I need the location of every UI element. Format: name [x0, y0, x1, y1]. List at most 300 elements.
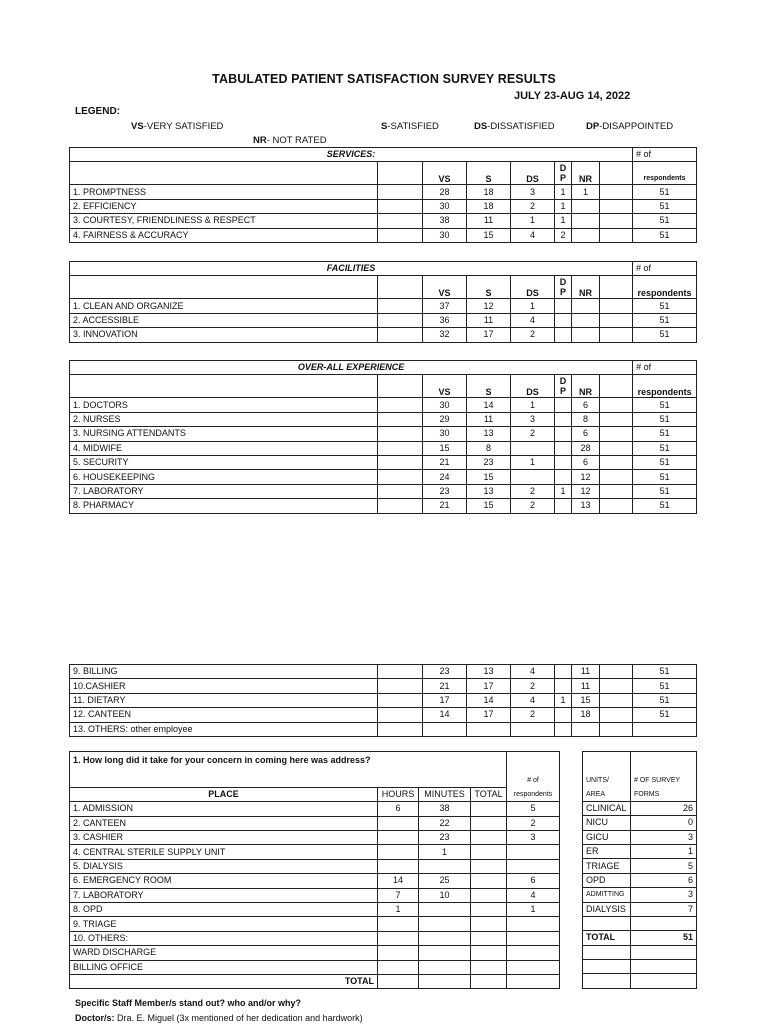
wait-count-bottom: respondents — [507, 787, 560, 801]
dp-value — [555, 665, 572, 679]
s-value: 18 — [467, 185, 511, 199]
unit-name: GICU — [583, 830, 631, 844]
ds-value: 2 — [511, 427, 555, 441]
vs-value: 32 — [423, 328, 467, 342]
minutes-value — [419, 859, 471, 873]
col-s: S — [467, 276, 511, 299]
dp-value — [555, 708, 572, 722]
place-header: PLACE — [70, 787, 378, 801]
survey-forms-value: 51 — [631, 931, 697, 945]
dp-value: 1 — [555, 185, 572, 199]
ds-value: 2 — [511, 679, 555, 693]
place-name: 3. CASHIER — [70, 831, 378, 845]
nr-value: 12 — [572, 470, 600, 484]
s-value: 17 — [467, 679, 511, 693]
unit-name: DIALYSIS — [583, 902, 631, 916]
table-row — [70, 888, 560, 902]
table-row — [70, 679, 697, 693]
col-ds: DS — [511, 162, 555, 185]
row-label: 3. COURTESY, FRIENDLINESS & RESPECT — [70, 214, 378, 228]
table-row — [70, 441, 697, 455]
col-nr: NR — [572, 375, 600, 398]
table-row — [70, 412, 697, 426]
place-name: 2. CANTEEN — [70, 816, 378, 830]
respondents-value: 51 — [633, 693, 697, 707]
unit-name: OPD — [583, 873, 631, 887]
respondents-value: 51 — [633, 484, 697, 498]
table-row — [583, 888, 697, 902]
s-value: 12 — [467, 299, 511, 313]
spacer-cell — [600, 665, 633, 679]
s-value: 17 — [467, 708, 511, 722]
table-row — [70, 874, 560, 888]
facilities-title: FACILITIES — [70, 262, 633, 276]
row-label: 5. SECURITY — [70, 455, 378, 469]
s-value: 17 — [467, 328, 511, 342]
row-label: 1. PROMPTNESS — [70, 185, 378, 199]
spacer-cell — [600, 679, 633, 693]
respondents-value — [507, 931, 560, 945]
spacer-cell — [600, 470, 633, 484]
vs-value: 30 — [423, 228, 467, 242]
row-label: 3. INNOVATION — [70, 328, 378, 342]
spacer-cell — [600, 328, 633, 342]
table-row — [70, 845, 560, 859]
respondents-value: 51 — [633, 228, 697, 242]
hours-header: HOURS — [378, 787, 419, 801]
s-value: 13 — [467, 665, 511, 679]
nr-value: 6 — [572, 427, 600, 441]
ds-value: 1 — [511, 455, 555, 469]
total-value — [471, 831, 507, 845]
table-row — [583, 931, 697, 945]
respondents-value — [507, 845, 560, 859]
spacer-cell — [378, 299, 423, 313]
forms-header-top: # OF SURVEY — [631, 774, 697, 787]
vs-value: 30 — [423, 199, 467, 213]
vs-value: 30 — [423, 398, 467, 412]
hours-value — [378, 917, 419, 931]
spacer-cell — [600, 722, 633, 736]
hours-value: 14 — [378, 874, 419, 888]
respondents-value: 51 — [633, 214, 697, 228]
spacer-cell — [378, 427, 423, 441]
respondents-value: 51 — [633, 708, 697, 722]
total-value — [471, 816, 507, 830]
col-s: S — [467, 375, 511, 398]
respondents-value: 3 — [507, 831, 560, 845]
table-row — [70, 484, 697, 498]
row-label: 4. MIDWIFE — [70, 441, 378, 455]
dp-value: 1 — [555, 199, 572, 213]
nr-value: 13 — [572, 499, 600, 513]
col-vs: VS — [423, 276, 467, 299]
survey-forms-value: 6 — [631, 873, 697, 887]
hours-value — [378, 960, 419, 974]
table-row — [583, 859, 697, 873]
s-value: 14 — [467, 398, 511, 412]
table-row — [583, 873, 697, 887]
staff-question: Specific Staff Member/s stand out? who and/or why? — [75, 998, 302, 1008]
table-row — [70, 398, 697, 412]
vs-value: 23 — [423, 484, 467, 498]
dp-value — [555, 441, 572, 455]
spacer-cell — [600, 708, 633, 722]
col-count: respondents — [633, 162, 697, 185]
row-label: 1. CLEAN AND ORGANIZE — [70, 299, 378, 313]
vs-value: 23 — [423, 665, 467, 679]
ds-value: 2 — [511, 328, 555, 342]
nr-value: 12 — [572, 484, 600, 498]
s-value: 15 — [467, 470, 511, 484]
respondents-value: 51 — [633, 499, 697, 513]
spacer-cell — [600, 313, 633, 327]
respondents-value: 51 — [633, 299, 697, 313]
minutes-value — [419, 917, 471, 931]
spacer-cell — [378, 398, 423, 412]
total-value — [471, 802, 507, 816]
ds-value: 2 — [511, 199, 555, 213]
nr-value — [572, 228, 600, 242]
nr-value — [572, 199, 600, 213]
place-name: BILLING OFFICE — [70, 960, 378, 974]
table-row — [70, 931, 560, 945]
minutes-value — [419, 931, 471, 945]
spacer-cell — [378, 665, 423, 679]
legend-dp: DP-DISAPPOINTED — [586, 121, 674, 132]
col-vs: VS — [423, 162, 467, 185]
ds-value: 1 — [511, 398, 555, 412]
vs-value — [423, 722, 467, 736]
respondents-value: 4 — [507, 888, 560, 902]
table-row — [70, 427, 697, 441]
total-value — [471, 888, 507, 902]
spacer-cell — [378, 693, 423, 707]
col-vs: VS — [423, 375, 467, 398]
dp-value: 1 — [555, 214, 572, 228]
table-row — [70, 903, 560, 917]
s-value — [467, 722, 511, 736]
total-value — [471, 859, 507, 873]
minutes-value: 23 — [419, 831, 471, 845]
row-label: 7. LABORATORY — [70, 484, 378, 498]
spacer-cell — [378, 484, 423, 498]
vs-value: 21 — [423, 679, 467, 693]
unit-name: NICU — [583, 816, 631, 830]
nr-value: 28 — [572, 441, 600, 455]
s-value: 23 — [467, 455, 511, 469]
table-row — [70, 328, 697, 342]
minutes-value: 25 — [419, 874, 471, 888]
spacer-cell — [600, 427, 633, 441]
s-value: 11 — [467, 412, 511, 426]
respondents-value — [507, 960, 560, 974]
place-name: 9. TRIAGE — [70, 917, 378, 931]
legend-label: LEGEND: — [75, 106, 120, 117]
spacer-cell — [378, 455, 423, 469]
dp-value — [555, 722, 572, 736]
respondents-value: 51 — [633, 328, 697, 342]
ds-value: 4 — [511, 693, 555, 707]
nr-value — [572, 722, 600, 736]
hours-value: 7 — [378, 888, 419, 902]
row-label: 12. CANTEEN — [70, 708, 378, 722]
survey-forms-value: 3 — [631, 830, 697, 844]
respondents-value: 1 — [507, 903, 560, 917]
unit-name: ADMITTING — [583, 888, 631, 902]
count-header-top: # of — [633, 148, 697, 162]
table-row — [70, 228, 697, 242]
dp-value — [555, 412, 572, 426]
survey-forms-value: 3 — [631, 888, 697, 902]
dp-value — [555, 499, 572, 513]
vs-value: 37 — [423, 299, 467, 313]
table-row — [583, 801, 697, 815]
spacer-cell — [600, 441, 633, 455]
respondents-value: 51 — [633, 441, 697, 455]
vs-value: 14 — [423, 708, 467, 722]
table-row — [70, 470, 697, 484]
experience-continued-table — [69, 664, 697, 737]
units-header-top: UNITS/ — [583, 774, 631, 787]
nr-value — [572, 214, 600, 228]
respondents-value: 51 — [633, 455, 697, 469]
nr-value: 11 — [572, 679, 600, 693]
forms-header-bottom: FORMS — [631, 787, 697, 801]
col-nr: NR — [572, 276, 600, 299]
respondents-value: 2 — [507, 816, 560, 830]
total-value — [471, 946, 507, 960]
total-value — [471, 931, 507, 945]
ds-value: 4 — [511, 228, 555, 242]
spacer-cell — [600, 299, 633, 313]
spacer-cell — [378, 708, 423, 722]
s-value: 15 — [467, 228, 511, 242]
hours-value — [378, 831, 419, 845]
table-row — [70, 946, 560, 960]
unit-name: CLINICAL — [583, 801, 631, 815]
s-value: 8 — [467, 441, 511, 455]
col-dp: D P — [555, 375, 572, 398]
vs-value: 21 — [423, 499, 467, 513]
facilities-table — [69, 261, 697, 343]
vs-value: 29 — [423, 412, 467, 426]
table-row — [583, 816, 697, 830]
count-header-top: # of — [633, 262, 697, 276]
row-label: 2. EFFICIENCY — [70, 199, 378, 213]
ds-value: 2 — [511, 484, 555, 498]
place-name: 6. EMERGENCY ROOM — [70, 874, 378, 888]
dp-value — [555, 313, 572, 327]
ds-value: 3 — [511, 412, 555, 426]
respondents-value: 51 — [633, 679, 697, 693]
spacer-cell — [600, 484, 633, 498]
nr-value: 1 — [572, 185, 600, 199]
dp-value — [555, 679, 572, 693]
respondents-value: 51 — [633, 665, 697, 679]
spacer-cell — [378, 199, 423, 213]
table-row — [70, 455, 697, 469]
spacer-cell — [600, 693, 633, 707]
spacer-cell — [378, 328, 423, 342]
row-label: 8. PHARMACY — [70, 499, 378, 513]
s-value: 13 — [467, 484, 511, 498]
table-row — [70, 917, 560, 931]
document-title: TABULATED PATIENT SATISFACTION SURVEY RESULTS — [212, 72, 556, 86]
dp-value — [555, 455, 572, 469]
legend-nr: NR- NOT RATED — [253, 135, 327, 146]
spacer-cell — [600, 228, 633, 242]
row-label: 13. OTHERS: other employee — [70, 722, 378, 736]
table-row — [583, 902, 697, 916]
respondents-value: 51 — [633, 412, 697, 426]
col-dp: D P — [555, 276, 572, 299]
spacer-cell — [378, 722, 423, 736]
table-row — [70, 499, 697, 513]
unit-name: ER — [583, 844, 631, 858]
spacer-cell — [378, 679, 423, 693]
minutes-value: 10 — [419, 888, 471, 902]
minutes-value — [419, 903, 471, 917]
total-value — [471, 874, 507, 888]
dp-value: 2 — [555, 228, 572, 242]
vs-value: 36 — [423, 313, 467, 327]
table-row — [583, 916, 697, 930]
hours-value: 1 — [378, 903, 419, 917]
spacer-cell — [600, 412, 633, 426]
ds-value: 4 — [511, 313, 555, 327]
table-row — [70, 859, 560, 873]
spacer-cell — [378, 499, 423, 513]
table-row — [583, 830, 697, 844]
place-name: 1. ADMISSION — [70, 802, 378, 816]
unit-name: TRIAGE — [583, 859, 631, 873]
spacer-cell — [378, 441, 423, 455]
table-row — [70, 802, 560, 816]
respondents-value: 51 — [633, 185, 697, 199]
dp-value — [555, 328, 572, 342]
nr-value: 15 — [572, 693, 600, 707]
s-value: 14 — [467, 693, 511, 707]
hours-value — [378, 946, 419, 960]
wait-total-label: TOTAL — [70, 974, 378, 988]
wait-count-top: # of — [507, 774, 560, 787]
spacer-cell — [600, 398, 633, 412]
minutes-value: 1 — [419, 845, 471, 859]
respondents-value: 5 — [507, 802, 560, 816]
row-label: 1. DOCTORS — [70, 398, 378, 412]
total-value — [471, 903, 507, 917]
vs-value: 24 — [423, 470, 467, 484]
nr-value: 18 — [572, 708, 600, 722]
respondents-value — [507, 946, 560, 960]
place-name: 7. LABORATORY — [70, 888, 378, 902]
survey-date-range: JULY 23-AUG 14, 2022 — [514, 90, 631, 102]
nr-value — [572, 328, 600, 342]
total-value — [471, 917, 507, 931]
respondents-value — [507, 859, 560, 873]
respondents-value: 51 — [633, 199, 697, 213]
legend-ds: DS-DISSATISFIED — [474, 121, 555, 132]
s-value: 15 — [467, 499, 511, 513]
experience-table — [69, 360, 697, 514]
spacer-cell — [600, 455, 633, 469]
respondents-value: 6 — [507, 874, 560, 888]
col-ds: DS — [511, 375, 555, 398]
table-row — [70, 313, 697, 327]
total-value — [471, 845, 507, 859]
total-header: TOTAL — [471, 787, 507, 801]
table-row — [70, 816, 560, 830]
doctor-note: Doctor/s: Dra. E. Miguel (3x mentioned of her dedication and hardwork) — [75, 1013, 363, 1023]
spacer-cell — [600, 199, 633, 213]
col-count: respondents — [633, 375, 697, 398]
place-name: 5. DIALYSIS — [70, 859, 378, 873]
nr-value: 6 — [572, 455, 600, 469]
units-table — [582, 751, 697, 989]
vs-value: 17 — [423, 693, 467, 707]
minutes-header: MINUTES — [419, 787, 471, 801]
dp-value — [555, 470, 572, 484]
table-row — [70, 214, 697, 228]
unit-name — [583, 916, 631, 930]
table-row — [70, 199, 697, 213]
respondents-value: 51 — [633, 313, 697, 327]
spacer-cell — [378, 185, 423, 199]
count-header-top: # of — [633, 361, 697, 375]
row-label: 4. FAIRNESS & ACCURACY — [70, 228, 378, 242]
hours-value — [378, 845, 419, 859]
vs-value: 30 — [423, 427, 467, 441]
col-nr: NR — [572, 162, 600, 185]
spacer-cell — [600, 185, 633, 199]
col-s: S — [467, 162, 511, 185]
spacer-cell — [378, 412, 423, 426]
table-row — [70, 185, 697, 199]
nr-value: 11 — [572, 665, 600, 679]
spacer-cell — [378, 228, 423, 242]
row-label: 6. HOUSEKEEPING — [70, 470, 378, 484]
table-row — [70, 299, 697, 313]
services-title: SERVICES: — [70, 148, 633, 162]
ds-value — [511, 441, 555, 455]
ds-value: 1 — [511, 299, 555, 313]
hours-value — [378, 859, 419, 873]
vs-value: 28 — [423, 185, 467, 199]
row-label: 2. ACCESSIBLE — [70, 313, 378, 327]
table-row — [70, 708, 697, 722]
hours-value — [378, 931, 419, 945]
table-row — [70, 831, 560, 845]
vs-value: 15 — [423, 441, 467, 455]
ds-value: 1 — [511, 214, 555, 228]
s-value: 13 — [467, 427, 511, 441]
minutes-value: 22 — [419, 816, 471, 830]
place-name: 8. OPD — [70, 903, 378, 917]
ds-value: 3 — [511, 185, 555, 199]
s-value: 11 — [467, 313, 511, 327]
ds-value: 4 — [511, 665, 555, 679]
survey-forms-value: 0 — [631, 816, 697, 830]
s-value: 11 — [467, 214, 511, 228]
dp-value — [555, 299, 572, 313]
col-ds: DS — [511, 276, 555, 299]
ds-value: 2 — [511, 708, 555, 722]
place-name: 10. OTHERS: — [70, 931, 378, 945]
survey-forms-value: 26 — [631, 801, 697, 815]
nr-value — [572, 313, 600, 327]
services-table — [69, 147, 697, 243]
